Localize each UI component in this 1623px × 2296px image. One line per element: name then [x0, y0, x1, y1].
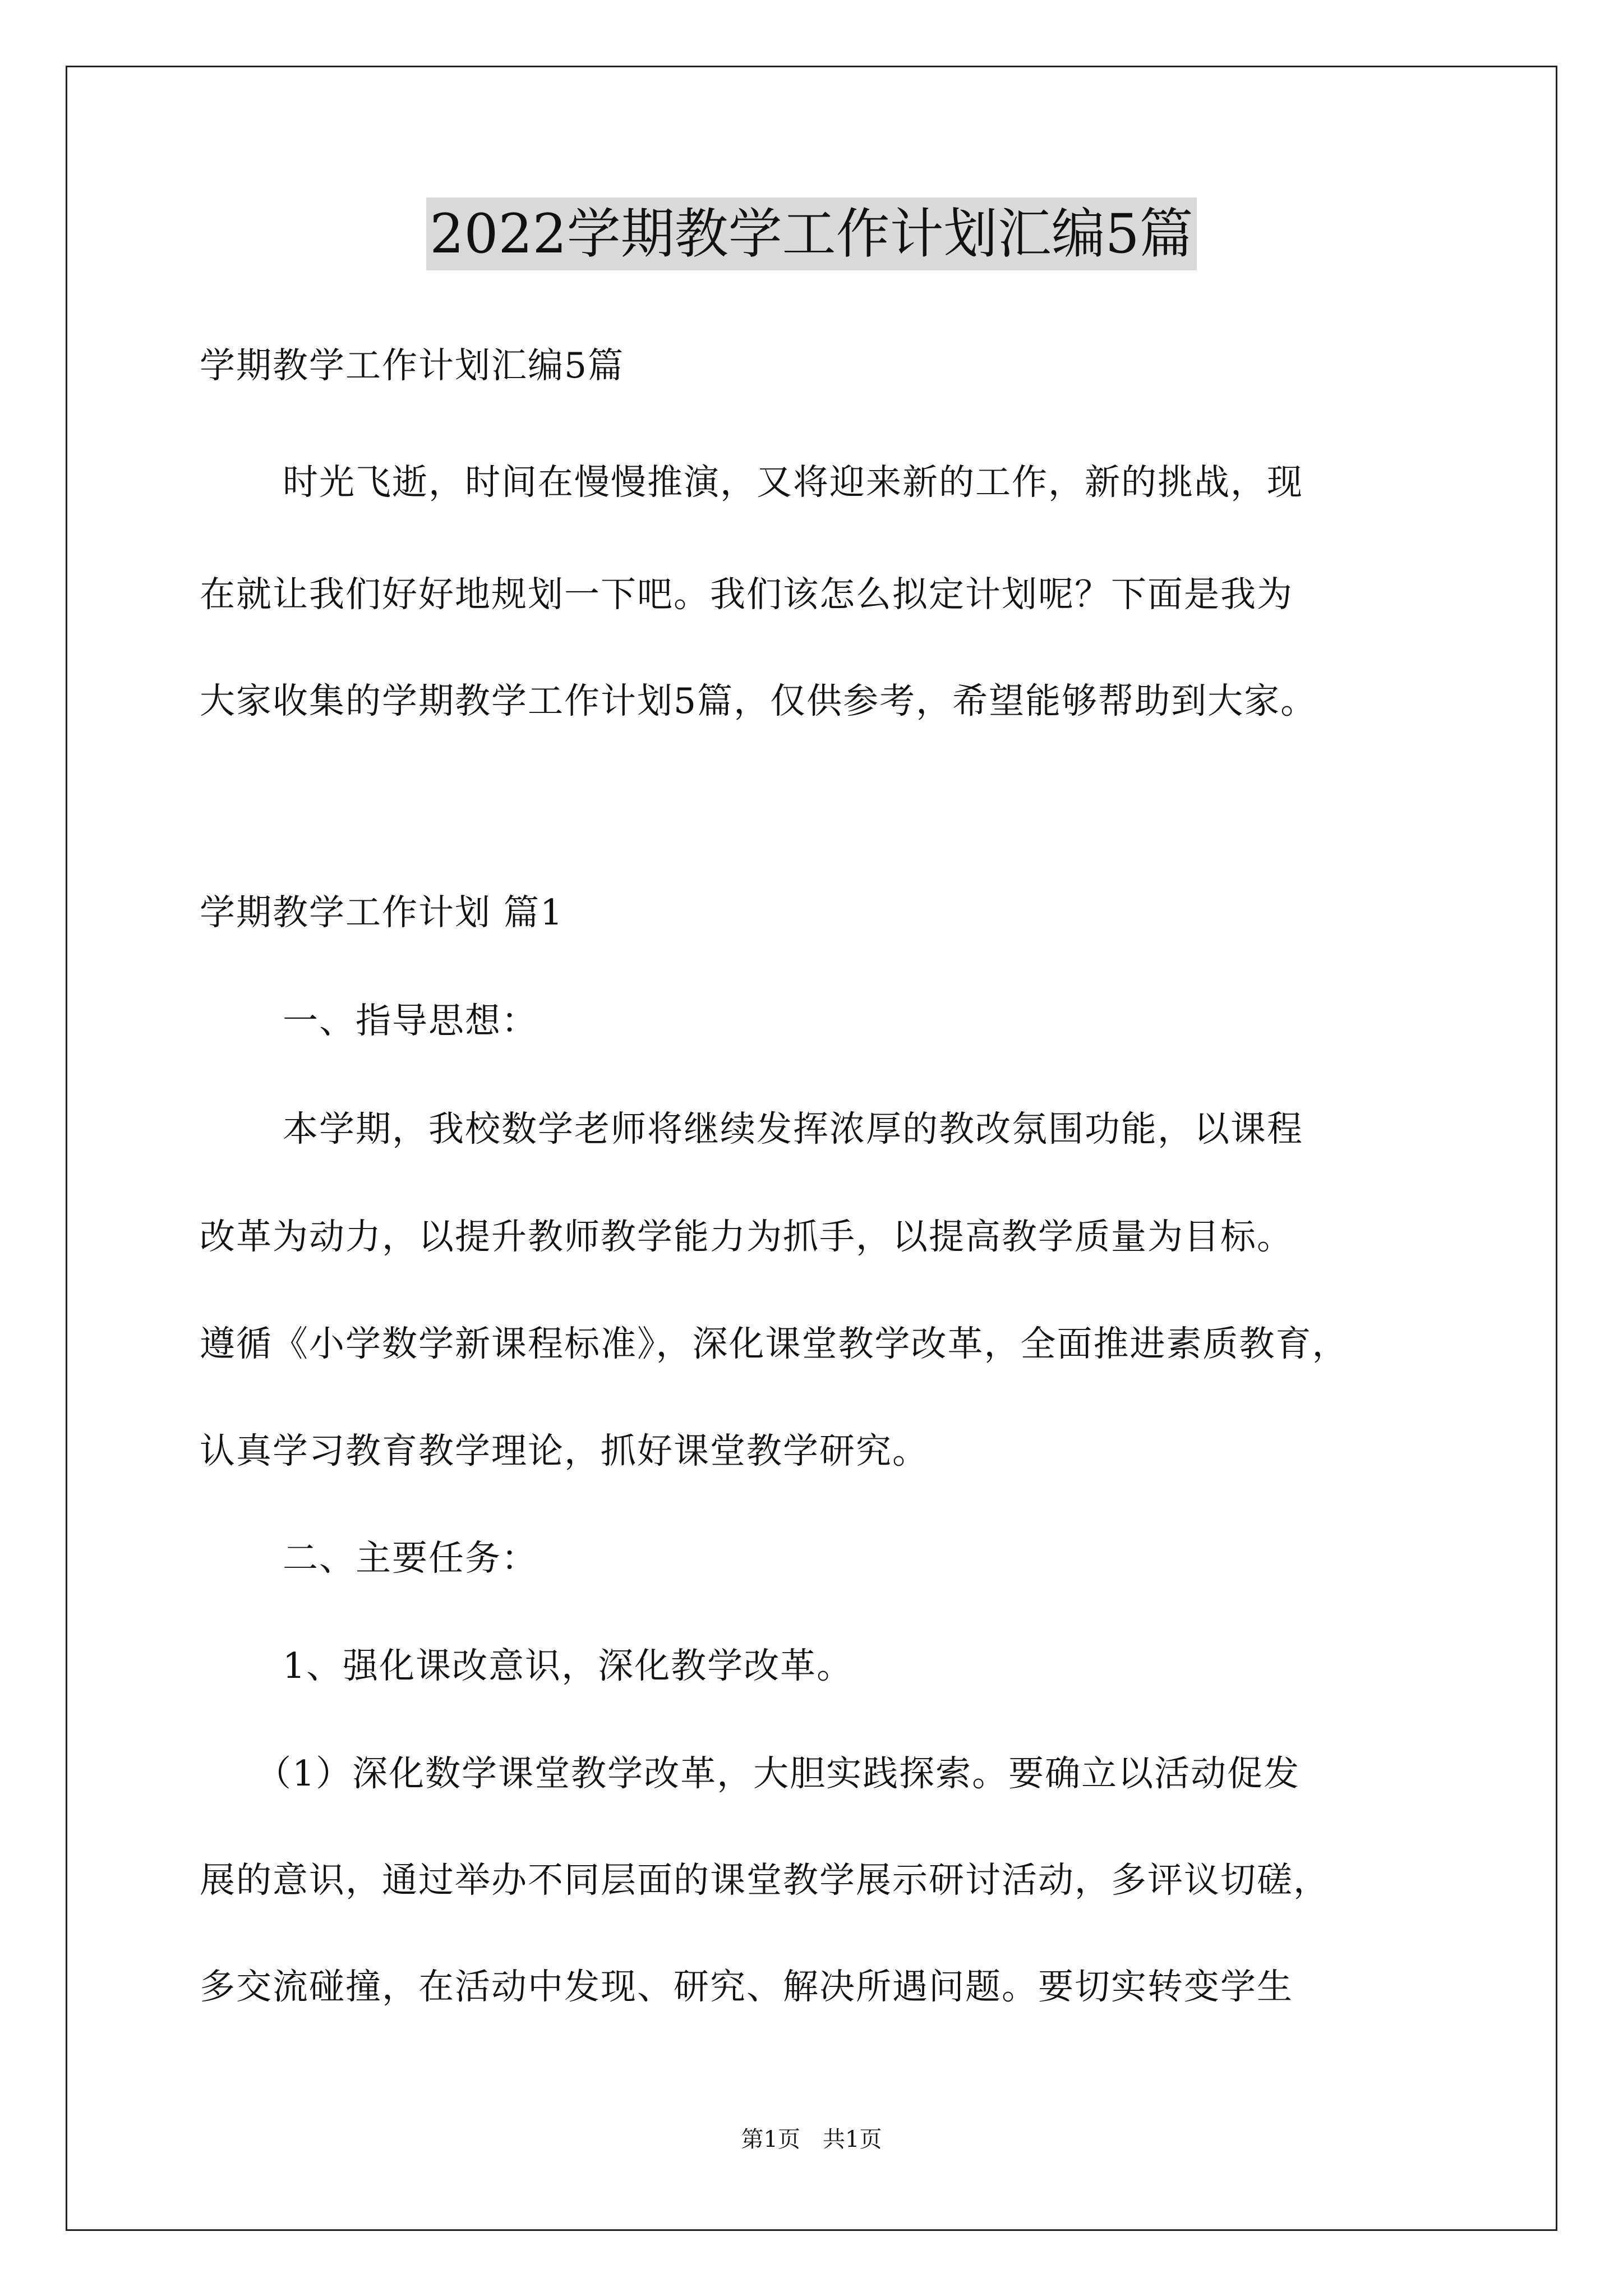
section-heading: 学期教学工作计划 篇1 — [200, 892, 564, 933]
page-footer: 第1页 共1页 — [741, 2127, 882, 2152]
document-title: 2022学期教学工作计划汇编5篇 — [426, 197, 1196, 270]
paragraph-line: 大家收集的学期教学工作计划5篇，仅供参考，希望能够帮助到大家。 — [200, 680, 1317, 721]
paragraph-line: 本学期，我校数学老师将继续发挥浓厚的教改氛围功能，以课程 — [283, 1108, 1303, 1149]
paragraph-line: 时光飞逝，时间在慢慢推演，又将迎来新的工作，新的挑战，现 — [283, 462, 1303, 503]
paragraph-line: 遵循《小学数学新课程标准》，深化课堂教学改革，全面推进素质教育， — [200, 1323, 1349, 1364]
subtitle-line: 学期教学工作计划汇编5篇 — [200, 345, 625, 386]
paragraph-line: 在就让我们好好地规划一下吧。我们该怎么拟定计划呢？下面是我为 — [200, 574, 1293, 615]
paragraph-line: 改革为动力，以提升教师教学能力为抓手，以提高教学质量为目标。 — [200, 1216, 1293, 1257]
paragraph-line: 展的意识，通过举办不同层面的课堂教学展示研讨活动，多评议切磋， — [200, 1860, 1330, 1901]
paragraph-line: 认真学习教育教学理论，抓好课堂教学研究。 — [200, 1430, 929, 1471]
item-heading: 1、强化课改意识，深化教学改革。 — [283, 1645, 854, 1686]
paragraph-line: （1）深化数学课堂教学改革，大胆实践探索。要确立以活动促发 — [256, 1753, 1301, 1794]
subsection-heading: 一、指导思想： — [283, 1000, 538, 1041]
paragraph-line: 多交流碰撞，在活动中发现、研究、解决所遇问题。要切实转变学生 — [200, 1966, 1293, 2007]
title-container — [0, 197, 1623, 270]
subsection-heading: 二、主要任务： — [283, 1538, 538, 1579]
